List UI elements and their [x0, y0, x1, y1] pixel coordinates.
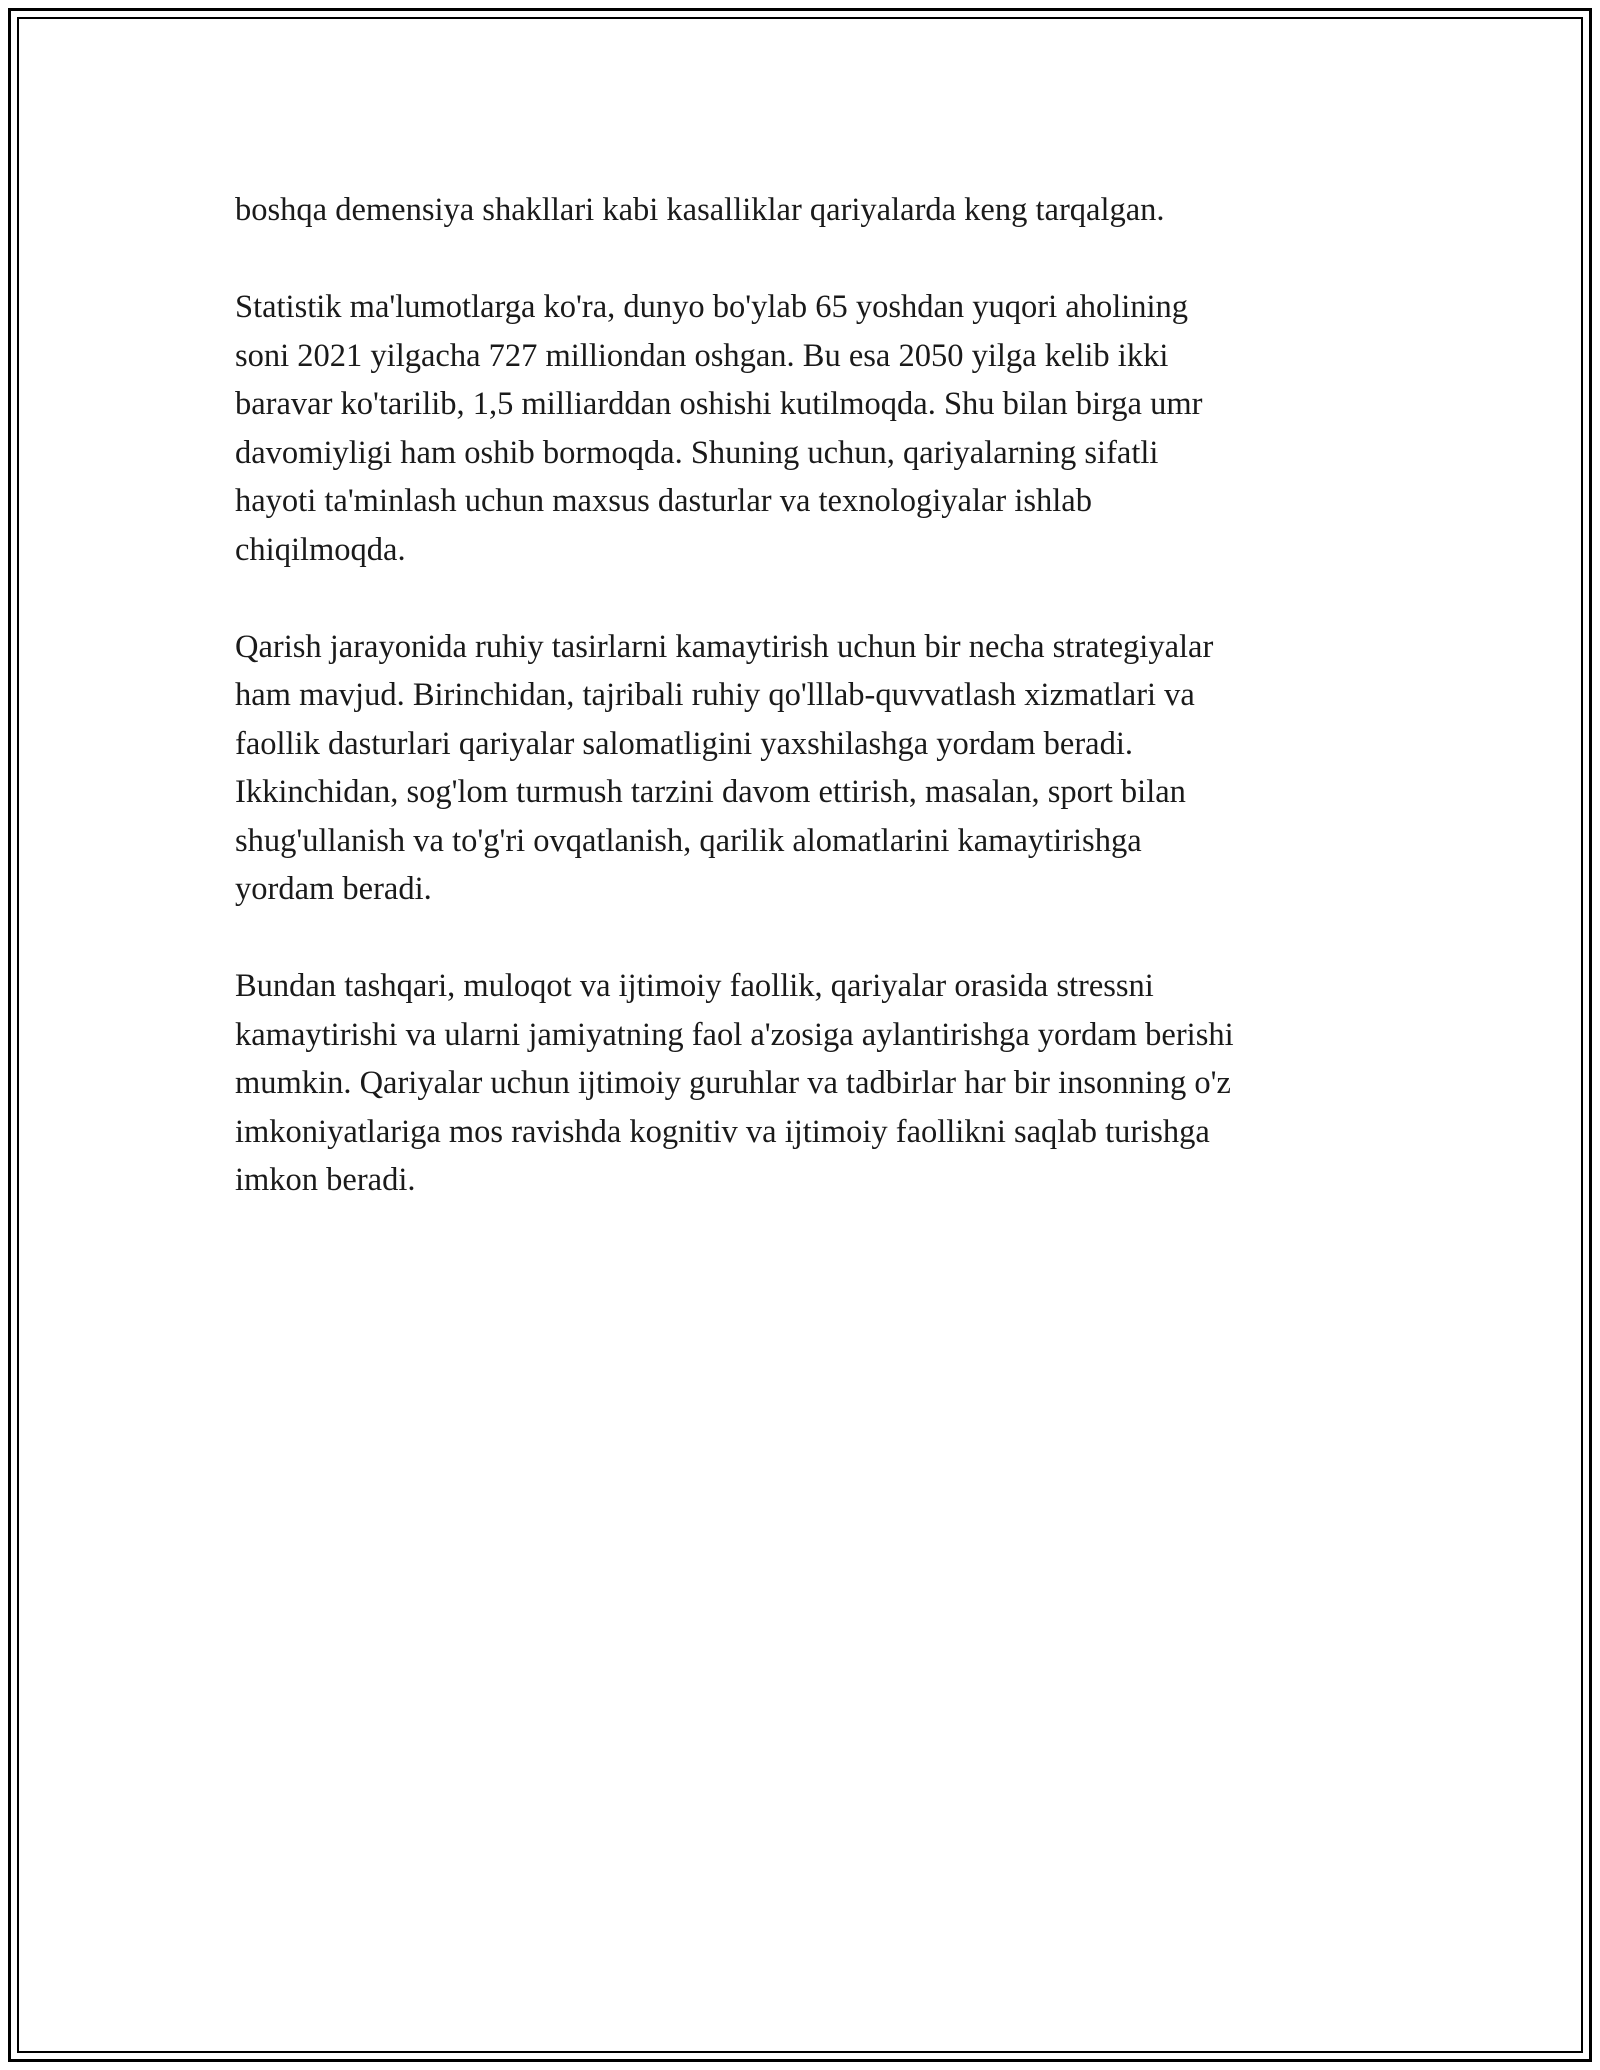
paragraph-4: Bundan tashqari, muloqot va ijtimoiy faollik, qariyalar orasida stressni kamaytirishi va ularni jamiyatning faol a'zosiga aylantirishga yordam berishi mumkin. Qariyalar uchun ijtimoiy guruhlar va tadbirlar har bir insonning o'z imkoniyatlariga mos ravishda kognitiv va ijtimoiy faollikni saqlab turishga imkon beradi.: [235, 968, 1234, 1198]
paragraph-3: Qarish jarayonida ruhiy tasirlarni kamaytirish uchun bir necha strategiyalar ham mavjud. Birinchidan, tajribali ruhiy qo'lllab-quvvatlash xizmatlari va faollik dasturlari qariyalar salomatligini yaxshilashga yordam beradi. Ikkinchidan, sog'lom turmush tarzini davom ettirish, masalan, sport bilan shug'ullanish va to'g'ri ovqatlanish, qarilik alomatlarini kamaytirishga yordam beradi.: [235, 628, 1214, 907]
paragraph-1: boshqa demensiya shakllari kabi kasalliklar qariyalarda keng tarqalgan.: [235, 192, 1165, 228]
paragraph-2: Statistik ma'lumotlarga ko'ra, dunyo bo'ylab 65 yoshdan yuqori aholining soni 2021 yilgacha 727 milliondan oshgan. Bu esa 2050 yilga kelib ikki baravar ko'tarilib, 1,5 milliarddan oshishi kutilmoqda. Shu bilan birga umr davomiyligi ham oshib bormoqda. Shuning uchun, qariyalarning sifatli hayoti ta'minlash uchun maxsus dasturlar va texnologiyalar ishlab chiqilmoqda.: [235, 289, 1203, 568]
document-body: [235, 186, 1385, 1253]
